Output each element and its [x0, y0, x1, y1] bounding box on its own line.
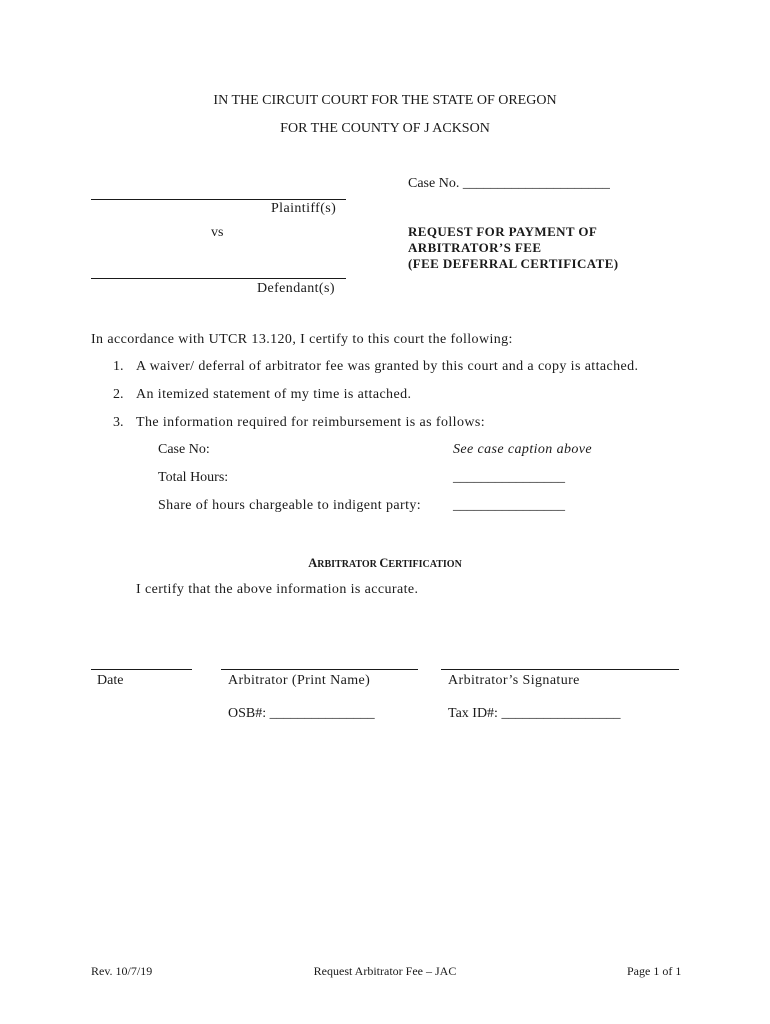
print-name-label: Arbitrator (Print Name)	[228, 673, 371, 688]
plaintiff-label: Plaintiff(s)	[271, 201, 337, 216]
list-item-number: 3.	[113, 415, 124, 430]
print-name-line	[221, 669, 418, 670]
page-number: Page 1 of 1	[627, 964, 682, 978]
list-item-number: 2.	[113, 387, 124, 402]
date-label: Date	[97, 673, 124, 688]
certification-heading: ARBITRATOR CERTIFICATION	[308, 556, 462, 570]
plaintiff-line	[91, 199, 346, 200]
date-line	[91, 669, 192, 670]
intro-statement: In accordance with UTCR 13.120, I certify to this court the following:	[91, 332, 513, 347]
signature-label: Arbitrator’s Signature	[448, 673, 580, 688]
share-hours-label: Share of hours chargeable to indigent party:	[158, 498, 422, 513]
osb-number-field: OSB#: _______________	[228, 706, 375, 721]
case-no-label: Case No:	[158, 442, 210, 457]
total-hours-label: Total Hours:	[158, 470, 229, 485]
case-number-field: Case No. _____________________	[408, 176, 610, 191]
share-hours-field: ________________	[453, 498, 565, 513]
defendant-line	[91, 278, 346, 279]
form-title-line1: REQUEST FOR PAYMENT OF	[408, 224, 598, 239]
case-no-value: See case caption above	[453, 442, 593, 457]
list-item-text: A waiver/ deferral of arbitrator fee was granted by this court and a copy is attached.	[136, 359, 639, 374]
total-hours-field: ________________	[453, 470, 565, 485]
list-item-number: 1.	[113, 359, 124, 374]
signature-line	[441, 669, 679, 670]
defendant-label: Defendant(s)	[257, 281, 335, 296]
court-heading: IN THE CIRCUIT COURT FOR THE STATE OF OREGON	[213, 93, 557, 108]
tax-id-field: Tax ID#: _________________	[448, 706, 621, 721]
vs-label: vs	[211, 225, 224, 240]
county-heading: FOR THE COUNTY OF J ACKSON	[280, 121, 490, 136]
form-title-line2: ARBITRATOR’S FEE	[408, 240, 542, 255]
certification-statement: I certify that the above information is accurate.	[136, 582, 419, 597]
list-item-text: An itemized statement of my time is attached.	[136, 387, 412, 402]
footer-title: Request Arbitrator Fee – JAC	[313, 964, 457, 978]
revision-date: Rev. 10/7/19	[91, 964, 153, 978]
form-title-line3: (FEE DEFERRAL CERTIFICATE)	[408, 256, 619, 271]
list-item-text: The information required for reimbursement is as follows:	[136, 415, 485, 430]
